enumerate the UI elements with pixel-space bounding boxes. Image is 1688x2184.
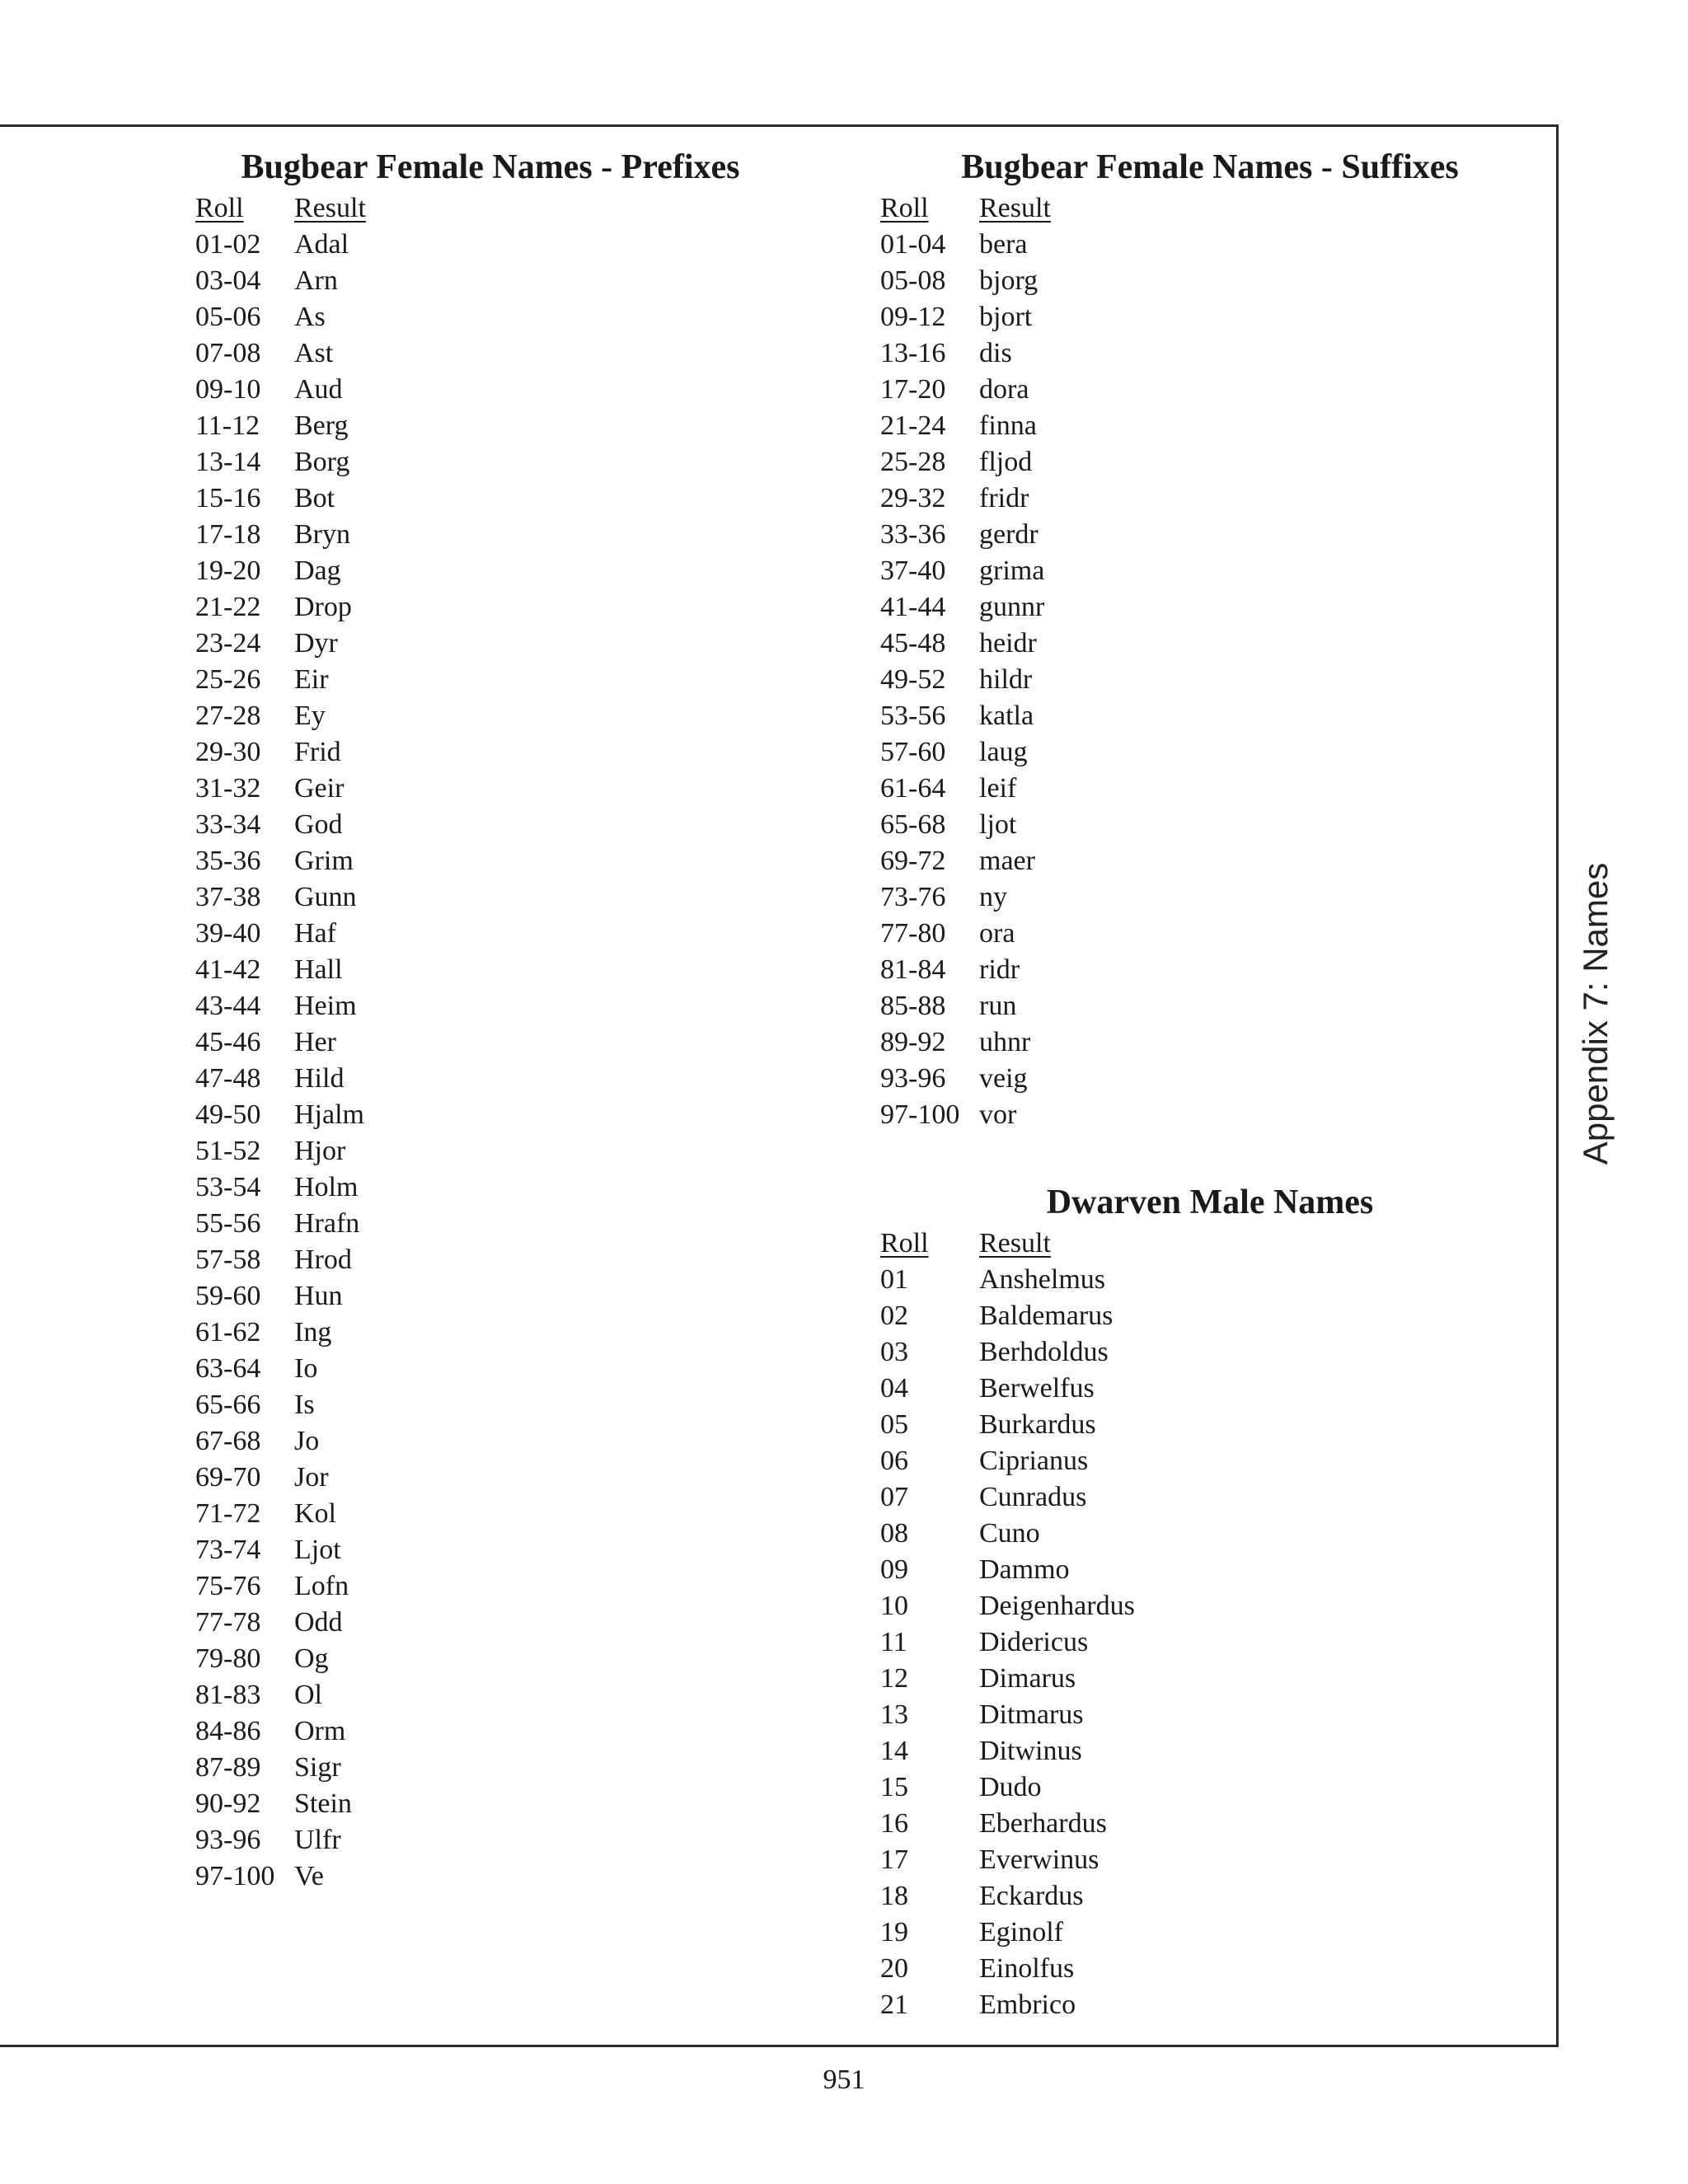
roll-cell: 11-12 bbox=[195, 410, 260, 441]
table-row bbox=[195, 1315, 822, 1351]
roll-cell: 04 bbox=[880, 1373, 908, 1404]
prefixes-table-header bbox=[195, 190, 822, 227]
result-cell: Eberhardus bbox=[979, 1808, 1107, 1839]
result-cell: Berwelfus bbox=[979, 1373, 1095, 1404]
result-cell: Ol bbox=[294, 1680, 322, 1710]
table-row bbox=[195, 1024, 822, 1061]
table-row bbox=[880, 879, 1507, 916]
result-cell: Hjalm bbox=[294, 1099, 364, 1130]
roll-cell: 61-64 bbox=[880, 773, 946, 804]
table-row bbox=[880, 1697, 1507, 1733]
roll-cell: 33-36 bbox=[880, 519, 946, 550]
table-row bbox=[880, 299, 1507, 335]
roll-cell: 65-68 bbox=[880, 809, 946, 840]
table-row bbox=[880, 698, 1507, 734]
roll-cell: 29-32 bbox=[880, 483, 946, 513]
suffixes-table-title: Bugbear Female Names - Suffixes bbox=[961, 148, 1459, 186]
roll-cell: 51-52 bbox=[195, 1136, 261, 1166]
table-row bbox=[880, 1097, 1507, 1133]
roll-cell: 77-78 bbox=[195, 1607, 261, 1638]
roll-cell: 09 bbox=[880, 1554, 908, 1585]
roll-cell: 97-100 bbox=[880, 1099, 960, 1130]
roll-cell: 71-72 bbox=[195, 1498, 261, 1529]
result-cell: ljot bbox=[979, 809, 1017, 840]
roll-cell: 75-76 bbox=[195, 1571, 261, 1601]
result-cell: Ditmarus bbox=[979, 1699, 1084, 1730]
result-cell: Hild bbox=[294, 1063, 345, 1094]
result-cell: Orm bbox=[294, 1716, 346, 1746]
roll-cell: 35-36 bbox=[195, 846, 261, 876]
roll-cell: 07-08 bbox=[195, 338, 261, 368]
result-cell: Bryn bbox=[294, 519, 350, 550]
result-cell: God bbox=[294, 809, 343, 840]
table-row bbox=[880, 1624, 1507, 1661]
roll-cell: 53-54 bbox=[195, 1172, 261, 1202]
roll-cell: 45-48 bbox=[880, 628, 946, 658]
table-row bbox=[195, 1750, 822, 1786]
roll-cell: 05-08 bbox=[880, 265, 946, 296]
result-cell: maer bbox=[979, 846, 1035, 876]
dwarven-table-body bbox=[880, 1262, 1507, 2023]
suffixes-table-body bbox=[880, 227, 1507, 1133]
roll-cell: 17-20 bbox=[880, 374, 946, 405]
result-cell: uhnr bbox=[979, 1027, 1031, 1057]
table-row bbox=[880, 444, 1507, 480]
table-row bbox=[880, 1516, 1507, 1552]
table-row bbox=[880, 1552, 1507, 1588]
roll-cell: 21-22 bbox=[195, 592, 261, 622]
roll-cell: 61-62 bbox=[195, 1317, 261, 1347]
result-cell: run bbox=[979, 991, 1017, 1021]
roll-cell: 19 bbox=[880, 1917, 908, 1947]
roll-cell: 59-60 bbox=[195, 1281, 261, 1311]
result-cell: Borg bbox=[294, 447, 350, 477]
roll-cell: 25-26 bbox=[195, 664, 261, 695]
roll-cell: 57-58 bbox=[195, 1244, 261, 1275]
table-row bbox=[880, 227, 1507, 263]
table-row bbox=[195, 299, 822, 335]
result-cell: Everwinus bbox=[979, 1844, 1100, 1875]
result-cell: Heim bbox=[294, 991, 357, 1021]
roll-cell: 69-70 bbox=[195, 1462, 261, 1493]
table-row bbox=[195, 372, 822, 408]
table-row bbox=[195, 1677, 822, 1713]
roll-cell: 13 bbox=[880, 1699, 908, 1730]
table-row bbox=[195, 589, 822, 626]
table-row bbox=[195, 1206, 822, 1242]
table-row bbox=[880, 1733, 1507, 1769]
roll-cell: 14 bbox=[880, 1736, 908, 1766]
table-row bbox=[880, 263, 1507, 299]
roll-cell: 05 bbox=[880, 1409, 908, 1440]
result-cell: fljod bbox=[979, 447, 1033, 477]
roll-cell: 79-80 bbox=[195, 1643, 261, 1674]
roll-cell: 27-28 bbox=[195, 701, 261, 731]
result-cell: vor bbox=[979, 1099, 1017, 1130]
roll-cell: 84-86 bbox=[195, 1716, 261, 1746]
roll-cell: 49-52 bbox=[880, 664, 946, 695]
result-cell: Burkardus bbox=[979, 1409, 1096, 1440]
result-cell: hildr bbox=[979, 664, 1033, 695]
table-row bbox=[195, 1423, 822, 1460]
roll-cell: 20 bbox=[880, 1953, 908, 1984]
table-row bbox=[195, 1460, 822, 1496]
result-cell: Anshelmus bbox=[979, 1264, 1105, 1295]
table-row bbox=[880, 1987, 1507, 2023]
roll-cell: 03 bbox=[880, 1337, 908, 1367]
roll-cell: 93-96 bbox=[880, 1063, 946, 1094]
roll-header: Roll bbox=[195, 193, 244, 223]
result-cell: Ve bbox=[294, 1861, 324, 1891]
roll-cell: 03-04 bbox=[195, 265, 261, 296]
table-row bbox=[880, 1842, 1507, 1878]
table-row bbox=[880, 771, 1507, 807]
roll-cell: 13-16 bbox=[880, 338, 946, 368]
roll-cell: 11 bbox=[880, 1627, 907, 1657]
table-row bbox=[880, 734, 1507, 771]
roll-cell: 09-12 bbox=[880, 302, 946, 332]
roll-cell: 57-60 bbox=[880, 737, 946, 767]
table-row bbox=[880, 1407, 1507, 1443]
result-header: Result bbox=[979, 1228, 1051, 1258]
table-row bbox=[195, 1605, 822, 1641]
result-cell: Dudo bbox=[979, 1772, 1042, 1802]
table-row bbox=[880, 1024, 1507, 1061]
roll-cell: 81-84 bbox=[880, 954, 946, 985]
result-cell: Hall bbox=[294, 954, 343, 985]
result-cell: Ey bbox=[294, 701, 326, 731]
roll-cell: 06 bbox=[880, 1446, 908, 1476]
table-row bbox=[195, 227, 822, 263]
table-row bbox=[195, 1532, 822, 1568]
result-cell: Geir bbox=[294, 773, 345, 804]
roll-cell: 85-88 bbox=[880, 991, 946, 1021]
result-header: Result bbox=[294, 193, 366, 223]
result-cell: Her bbox=[294, 1027, 336, 1057]
table-row bbox=[195, 335, 822, 372]
table-row bbox=[880, 372, 1507, 408]
result-cell: Ljot bbox=[294, 1535, 341, 1565]
result-cell: grima bbox=[979, 555, 1045, 586]
table-spacer bbox=[880, 1133, 1507, 1179]
table-row bbox=[195, 698, 822, 734]
table-row bbox=[880, 553, 1507, 589]
table-row bbox=[195, 1713, 822, 1750]
result-cell: Ulfr bbox=[294, 1825, 341, 1855]
roll-cell: 16 bbox=[880, 1808, 908, 1839]
table-row bbox=[880, 916, 1507, 952]
table-row bbox=[880, 1371, 1507, 1407]
roll-cell: 01-02 bbox=[195, 229, 261, 260]
result-cell: Hrafn bbox=[294, 1208, 360, 1239]
result-cell: Stein bbox=[294, 1788, 352, 1819]
table-row bbox=[195, 1097, 822, 1133]
right-column bbox=[880, 144, 1507, 2023]
roll-cell: 73-76 bbox=[880, 882, 946, 912]
table-row bbox=[880, 952, 1507, 988]
result-cell: Eckardus bbox=[979, 1881, 1084, 1911]
roll-cell: 09-10 bbox=[195, 374, 261, 405]
result-cell: Didericus bbox=[979, 1627, 1089, 1657]
table-row bbox=[880, 1951, 1507, 1987]
result-header: Result bbox=[979, 193, 1051, 223]
roll-cell: 02 bbox=[880, 1301, 908, 1331]
table-row bbox=[880, 1806, 1507, 1842]
result-cell: Aud bbox=[294, 374, 343, 405]
result-cell: Dag bbox=[294, 555, 341, 586]
result-cell: Sigr bbox=[294, 1752, 341, 1783]
table-row bbox=[195, 1169, 822, 1206]
result-cell: dis bbox=[979, 338, 1012, 368]
table-row bbox=[195, 1786, 822, 1822]
result-cell: Jo bbox=[294, 1426, 320, 1456]
roll-cell: 53-56 bbox=[880, 701, 946, 731]
table-row bbox=[195, 444, 822, 480]
table-row bbox=[880, 662, 1507, 698]
table-row bbox=[195, 952, 822, 988]
table-row bbox=[880, 408, 1507, 444]
result-cell: Kol bbox=[294, 1498, 336, 1529]
roll-cell: 45-46 bbox=[195, 1027, 261, 1057]
roll-cell: 31-32 bbox=[195, 773, 261, 804]
result-cell: Hun bbox=[294, 1281, 343, 1311]
result-cell: bjorg bbox=[979, 265, 1039, 296]
roll-cell: 25-28 bbox=[880, 447, 946, 477]
result-cell: Ast bbox=[294, 338, 334, 368]
roll-cell: 29-30 bbox=[195, 737, 261, 767]
roll-cell: 37-40 bbox=[880, 555, 946, 586]
table-row bbox=[195, 517, 822, 553]
table-row bbox=[880, 1661, 1507, 1697]
result-cell: Haf bbox=[294, 918, 336, 949]
roll-cell: 77-80 bbox=[880, 918, 946, 949]
result-cell: Einolfus bbox=[979, 1953, 1075, 1984]
prefixes-table-title: Bugbear Female Names - Prefixes bbox=[241, 148, 740, 186]
result-cell: Embrico bbox=[979, 1990, 1076, 2020]
result-cell: gunnr bbox=[979, 592, 1045, 622]
roll-cell: 23-24 bbox=[195, 628, 261, 658]
result-cell: Eginolf bbox=[979, 1917, 1063, 1947]
prefixes-table-body bbox=[195, 227, 822, 1895]
roll-cell: 19-20 bbox=[195, 555, 261, 586]
table-row bbox=[195, 1568, 822, 1605]
table-row bbox=[880, 335, 1507, 372]
result-cell: Arn bbox=[294, 265, 338, 296]
roll-cell: 89-92 bbox=[880, 1027, 946, 1057]
result-cell: bjort bbox=[979, 302, 1033, 332]
result-cell: Holm bbox=[294, 1172, 359, 1202]
result-cell: Ciprianus bbox=[979, 1446, 1089, 1476]
roll-cell: 13-14 bbox=[195, 447, 261, 477]
result-cell: Cuno bbox=[979, 1518, 1040, 1549]
roll-cell: 41-44 bbox=[880, 592, 946, 622]
table-row bbox=[195, 1278, 822, 1315]
result-cell: dora bbox=[979, 374, 1029, 405]
result-cell: leif bbox=[979, 773, 1017, 804]
table-row bbox=[880, 1262, 1507, 1298]
roll-cell: 97-100 bbox=[195, 1861, 275, 1891]
roll-cell: 39-40 bbox=[195, 918, 261, 949]
table-row bbox=[195, 1641, 822, 1677]
left-column bbox=[195, 144, 822, 1895]
roll-cell: 90-92 bbox=[195, 1788, 261, 1819]
roll-cell: 33-34 bbox=[195, 809, 261, 840]
table-row bbox=[880, 1915, 1507, 1951]
table-row bbox=[880, 1061, 1507, 1097]
table-row bbox=[880, 1443, 1507, 1479]
result-cell: fridr bbox=[979, 483, 1029, 513]
roll-cell: 08 bbox=[880, 1518, 908, 1549]
table-row bbox=[195, 626, 822, 662]
result-cell: Cunradus bbox=[979, 1482, 1087, 1512]
result-cell: Bot bbox=[294, 483, 335, 513]
table-row bbox=[195, 408, 822, 444]
table-row bbox=[880, 1334, 1507, 1371]
result-cell: Drop bbox=[294, 592, 352, 622]
table-row bbox=[195, 1351, 822, 1387]
table-row bbox=[880, 843, 1507, 879]
roll-cell: 21-24 bbox=[880, 410, 946, 441]
result-cell: laug bbox=[979, 737, 1028, 767]
roll-cell: 63-64 bbox=[195, 1353, 261, 1384]
result-cell: Adal bbox=[294, 229, 349, 260]
roll-cell: 37-38 bbox=[195, 882, 261, 912]
result-cell: Frid bbox=[294, 737, 341, 767]
roll-cell: 43-44 bbox=[195, 991, 261, 1021]
roll-cell: 69-72 bbox=[880, 846, 946, 876]
roll-header: Roll bbox=[880, 193, 929, 223]
roll-cell: 15-16 bbox=[195, 483, 261, 513]
roll-cell: 17 bbox=[880, 1844, 908, 1875]
result-cell: Lofn bbox=[294, 1571, 349, 1601]
roll-cell: 73-74 bbox=[195, 1535, 261, 1565]
table-row bbox=[195, 1242, 822, 1278]
table-row bbox=[195, 1133, 822, 1169]
result-cell: bera bbox=[979, 229, 1028, 260]
table-row bbox=[880, 1769, 1507, 1806]
result-cell: Hrod bbox=[294, 1244, 352, 1275]
roll-cell: 05-06 bbox=[195, 302, 261, 332]
table-row bbox=[880, 1479, 1507, 1516]
roll-cell: 17-18 bbox=[195, 519, 261, 550]
table-row bbox=[195, 1858, 822, 1895]
table-row bbox=[880, 988, 1507, 1024]
table-row bbox=[195, 1387, 822, 1423]
result-cell: Grim bbox=[294, 846, 354, 876]
roll-cell: 41-42 bbox=[195, 954, 261, 985]
roll-cell: 55-56 bbox=[195, 1208, 261, 1239]
table-row bbox=[195, 807, 822, 843]
table-row bbox=[880, 517, 1507, 553]
roll-cell: 49-50 bbox=[195, 1099, 261, 1130]
result-cell: ny bbox=[979, 882, 1007, 912]
roll-cell: 81-83 bbox=[195, 1680, 261, 1710]
table-row bbox=[880, 589, 1507, 626]
result-cell: Hjor bbox=[294, 1136, 346, 1166]
result-cell: Jor bbox=[294, 1462, 329, 1493]
roll-cell: 93-96 bbox=[195, 1825, 261, 1855]
roll-cell: 67-68 bbox=[195, 1426, 261, 1456]
result-cell: ora bbox=[979, 918, 1015, 949]
result-cell: heidr bbox=[979, 628, 1037, 658]
table-row bbox=[195, 1061, 822, 1097]
table-row bbox=[195, 843, 822, 879]
result-cell: Ing bbox=[294, 1317, 332, 1347]
result-cell: Eir bbox=[294, 664, 329, 695]
result-cell: Odd bbox=[294, 1607, 343, 1638]
result-cell: Dammo bbox=[979, 1554, 1070, 1585]
roll-cell: 87-89 bbox=[195, 1752, 261, 1783]
roll-header: Roll bbox=[880, 1228, 929, 1258]
table-row bbox=[195, 1822, 822, 1858]
table-row bbox=[195, 771, 822, 807]
result-cell: katla bbox=[979, 701, 1034, 731]
table-row bbox=[880, 1878, 1507, 1915]
roll-cell: 15 bbox=[880, 1772, 908, 1802]
table-row bbox=[880, 626, 1507, 662]
table-row bbox=[880, 1588, 1507, 1624]
result-cell: Io bbox=[294, 1353, 318, 1384]
table-row bbox=[195, 916, 822, 952]
result-cell: finna bbox=[979, 410, 1037, 441]
result-cell: Dimarus bbox=[979, 1663, 1076, 1694]
table-row bbox=[195, 734, 822, 771]
table-row bbox=[195, 263, 822, 299]
dwarven-table-header bbox=[880, 1226, 1507, 1262]
roll-cell: 01-04 bbox=[880, 229, 946, 260]
appendix-side-label: Appendix 7: Names bbox=[1576, 862, 1615, 1165]
result-cell: veig bbox=[979, 1063, 1028, 1094]
table-row bbox=[880, 480, 1507, 517]
result-cell: Og bbox=[294, 1643, 329, 1674]
table-row bbox=[195, 988, 822, 1024]
roll-cell: 12 bbox=[880, 1663, 908, 1694]
table-row bbox=[195, 1496, 822, 1532]
table-row bbox=[880, 1298, 1507, 1334]
result-cell: As bbox=[294, 302, 326, 332]
result-cell: Is bbox=[294, 1390, 315, 1420]
result-cell: Deigenhardus bbox=[979, 1591, 1135, 1621]
table-row bbox=[195, 553, 822, 589]
table-row bbox=[880, 807, 1507, 843]
result-cell: ridr bbox=[979, 954, 1020, 985]
result-cell: Ditwinus bbox=[979, 1736, 1082, 1766]
result-cell: Berg bbox=[294, 410, 349, 441]
roll-cell: 18 bbox=[880, 1881, 908, 1911]
roll-cell: 01 bbox=[880, 1264, 908, 1295]
suffixes-table-header bbox=[880, 190, 1507, 227]
dwarven-table-title: Dwarven Male Names bbox=[1046, 1183, 1374, 1221]
result-cell: Berhdoldus bbox=[979, 1337, 1109, 1367]
result-cell: Dyr bbox=[294, 628, 338, 658]
table-row bbox=[195, 879, 822, 916]
roll-cell: 21 bbox=[880, 1990, 908, 2020]
table-row bbox=[195, 480, 822, 517]
roll-cell: 07 bbox=[880, 1482, 908, 1512]
roll-cell: 47-48 bbox=[195, 1063, 261, 1094]
table-row bbox=[195, 662, 822, 698]
result-cell: Gunn bbox=[294, 882, 357, 912]
page-number: 951 bbox=[823, 2064, 865, 2095]
roll-cell: 10 bbox=[880, 1591, 908, 1621]
roll-cell: 65-66 bbox=[195, 1390, 261, 1420]
result-cell: Baldemarus bbox=[979, 1301, 1114, 1331]
result-cell: gerdr bbox=[979, 519, 1039, 550]
